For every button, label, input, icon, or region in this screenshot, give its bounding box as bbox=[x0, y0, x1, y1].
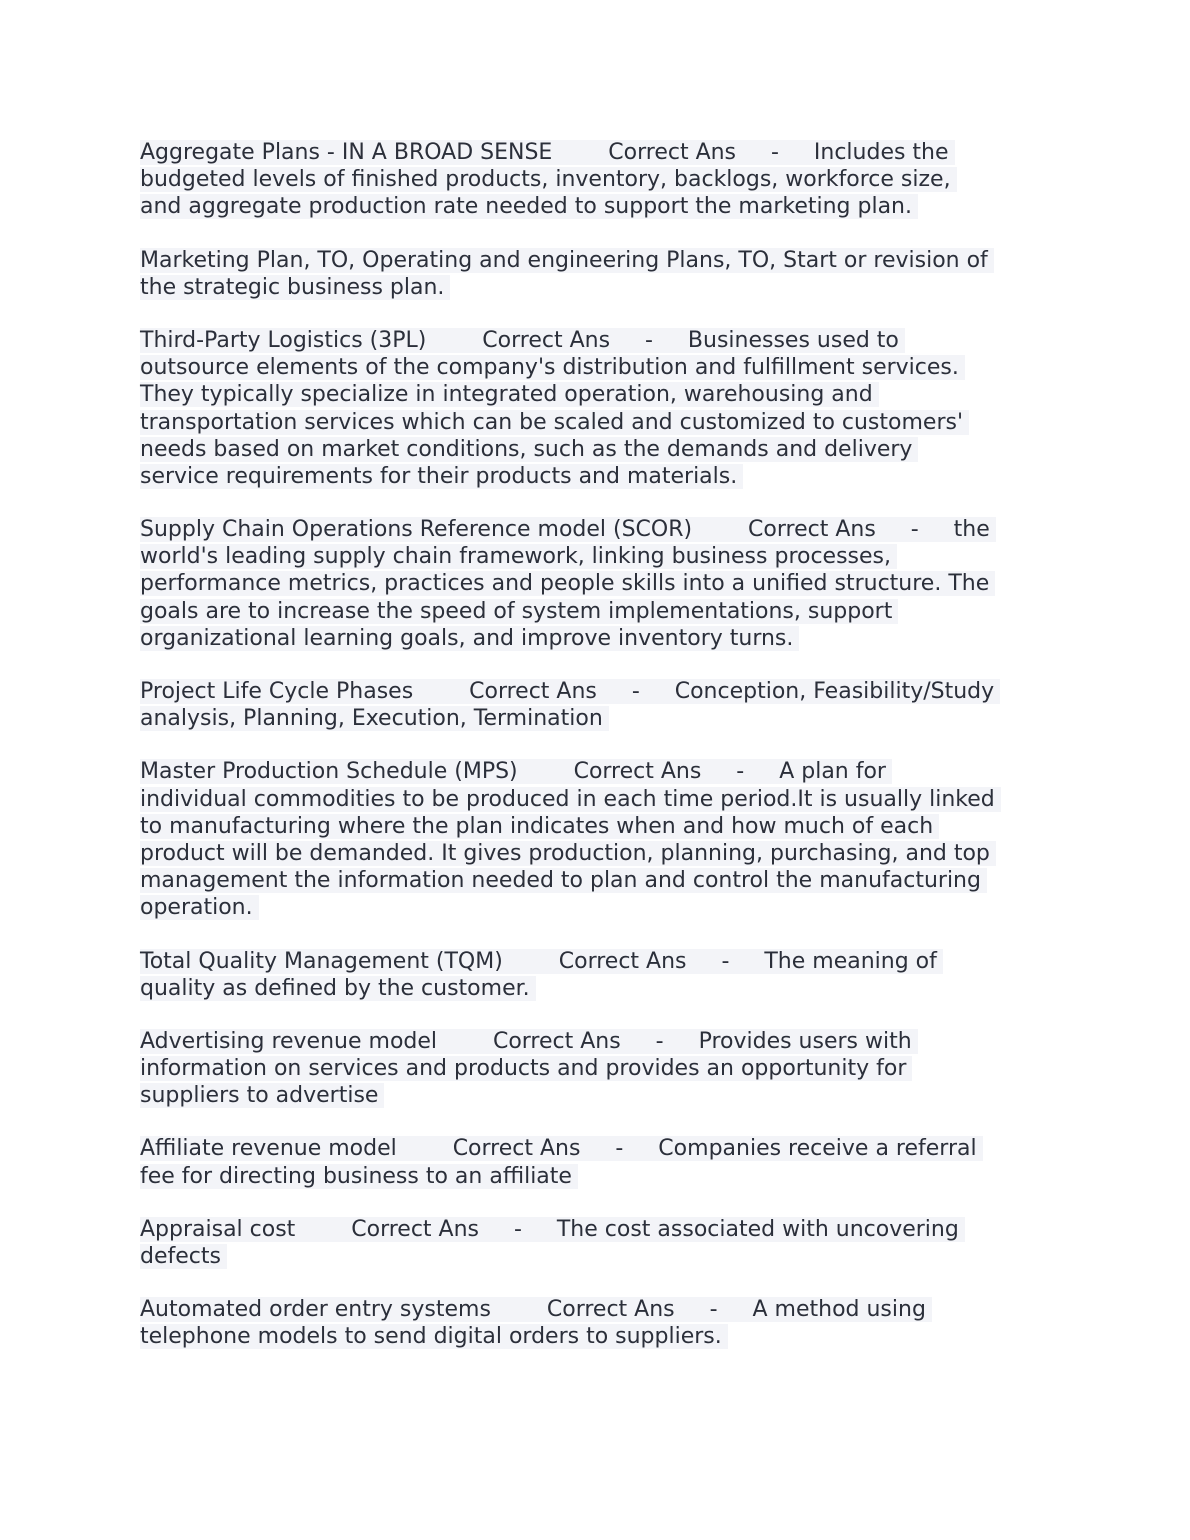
entry-text: Total Quality Management (TQM) Correct Ans - The meaning of bbox=[140, 949, 943, 974]
entry-master-production-schedule bbox=[140, 758, 1050, 921]
entry-text: goals are to increase the speed of system implementations, support bbox=[140, 599, 898, 624]
entry-line bbox=[140, 1323, 1050, 1350]
entry-line bbox=[140, 894, 1050, 921]
entry-project-life-cycle bbox=[140, 678, 1050, 732]
entry-line bbox=[140, 354, 1050, 381]
entry-text: Project Life Cycle Phases Correct Ans - Conception, Feasibility/Study bbox=[140, 679, 1000, 704]
entry-text: service requirements for their products and materials. bbox=[140, 464, 743, 489]
entry-text: analysis, Planning, Execution, Termination bbox=[140, 706, 609, 731]
entry-line bbox=[140, 193, 1050, 220]
entry-line bbox=[140, 678, 1050, 705]
entry-automated-order-entry bbox=[140, 1296, 1050, 1350]
entry-text: performance metrics, practices and people skills into a unified structure. The bbox=[140, 571, 995, 596]
entry-third-party-logistics bbox=[140, 327, 1050, 490]
entry-line bbox=[140, 139, 1050, 166]
entry-text: Appraisal cost Correct Ans - The cost associated with uncovering bbox=[140, 1217, 965, 1242]
entry-line bbox=[140, 327, 1050, 354]
document-page bbox=[140, 139, 1050, 1377]
entry-line bbox=[140, 543, 1050, 570]
entry-text: management the information needed to plan and control the manufacturing bbox=[140, 868, 987, 893]
entry-text: the strategic business plan. bbox=[140, 275, 450, 300]
entry-line bbox=[140, 166, 1050, 193]
entry-text: outsource elements of the company's distribution and fulfillment services. bbox=[140, 355, 965, 380]
entry-text: They typically specialize in integrated operation, warehousing and bbox=[140, 382, 879, 407]
entry-text: suppliers to advertise bbox=[140, 1083, 384, 1108]
entry-line bbox=[140, 409, 1050, 436]
entry-text: telephone models to send digital orders to suppliers. bbox=[140, 1324, 728, 1349]
entry-line bbox=[140, 840, 1050, 867]
entry-text: Affiliate revenue model Correct Ans - Companies receive a referral bbox=[140, 1136, 983, 1161]
entry-text: budgeted levels of finished products, inventory, backlogs, workforce size, bbox=[140, 167, 957, 192]
entry-text: needs based on market conditions, such as the demands and delivery bbox=[140, 437, 918, 462]
entry-line bbox=[140, 813, 1050, 840]
entry-text: individual commodities to be produced in each time period.It is usually linked bbox=[140, 787, 1001, 812]
entry-line bbox=[140, 516, 1050, 543]
entry-line bbox=[140, 948, 1050, 975]
entry-line bbox=[140, 786, 1050, 813]
entry-text: defects bbox=[140, 1244, 227, 1269]
entry-line bbox=[140, 1135, 1050, 1162]
entry-affiliate-revenue-model bbox=[140, 1135, 1050, 1189]
entry-text: Marketing Plan, TO, Operating and engineering Plans, TO, Start or revision of bbox=[140, 248, 994, 273]
entry-text: Automated order entry systems Correct Ans - A method using bbox=[140, 1297, 932, 1322]
entry-line bbox=[140, 975, 1050, 1002]
entry-marketing-plan bbox=[140, 247, 1050, 301]
entry-text: Aggregate Plans - IN A BROAD SENSE Correct Ans - Includes the bbox=[140, 140, 955, 165]
entry-line bbox=[140, 436, 1050, 463]
entry-text: quality as defined by the customer. bbox=[140, 976, 536, 1001]
entry-line bbox=[140, 1243, 1050, 1270]
entry-line bbox=[140, 1028, 1050, 1055]
entry-line bbox=[140, 625, 1050, 652]
entry-line bbox=[140, 1082, 1050, 1109]
entry-line bbox=[140, 867, 1050, 894]
entry-line bbox=[140, 1216, 1050, 1243]
entry-total-quality-management bbox=[140, 948, 1050, 1002]
entry-appraisal-cost bbox=[140, 1216, 1050, 1270]
entry-text: world's leading supply chain framework, linking business processes, bbox=[140, 544, 897, 569]
entry-line bbox=[140, 1055, 1050, 1082]
entry-text: fee for directing business to an affiliate bbox=[140, 1164, 578, 1189]
entry-text: information on services and products and provides an opportunity for bbox=[140, 1056, 912, 1081]
entry-line bbox=[140, 570, 1050, 597]
entry-text: operation. bbox=[140, 895, 259, 920]
entry-text: organizational learning goals, and improve inventory turns. bbox=[140, 626, 799, 651]
entry-line bbox=[140, 463, 1050, 490]
entry-line bbox=[140, 274, 1050, 301]
entry-text: Master Production Schedule (MPS) Correct Ans - A plan for bbox=[140, 759, 892, 784]
entry-line bbox=[140, 758, 1050, 785]
entry-scor bbox=[140, 516, 1050, 652]
entry-line bbox=[140, 705, 1050, 732]
entry-line bbox=[140, 381, 1050, 408]
entry-line bbox=[140, 247, 1050, 274]
entry-advertising-revenue-model bbox=[140, 1028, 1050, 1110]
entry-text: product will be demanded. It gives production, planning, purchasing, and top bbox=[140, 841, 996, 866]
entry-aggregate-plans bbox=[140, 139, 1050, 221]
entry-text: and aggregate production rate needed to support the marketing plan. bbox=[140, 194, 918, 219]
entry-text: Supply Chain Operations Reference model (SCOR) Correct Ans - the bbox=[140, 517, 996, 542]
entry-line bbox=[140, 1163, 1050, 1190]
entry-text: Third-Party Logistics (3PL) Correct Ans - Businesses used to bbox=[140, 328, 905, 353]
entry-text: to manufacturing where the plan indicates when and how much of each bbox=[140, 814, 939, 839]
entry-line bbox=[140, 1296, 1050, 1323]
entry-text: transportation services which can be scaled and customized to customers' bbox=[140, 410, 969, 435]
entry-line bbox=[140, 598, 1050, 625]
entry-text: Advertising revenue model Correct Ans - Provides users with bbox=[140, 1029, 918, 1054]
